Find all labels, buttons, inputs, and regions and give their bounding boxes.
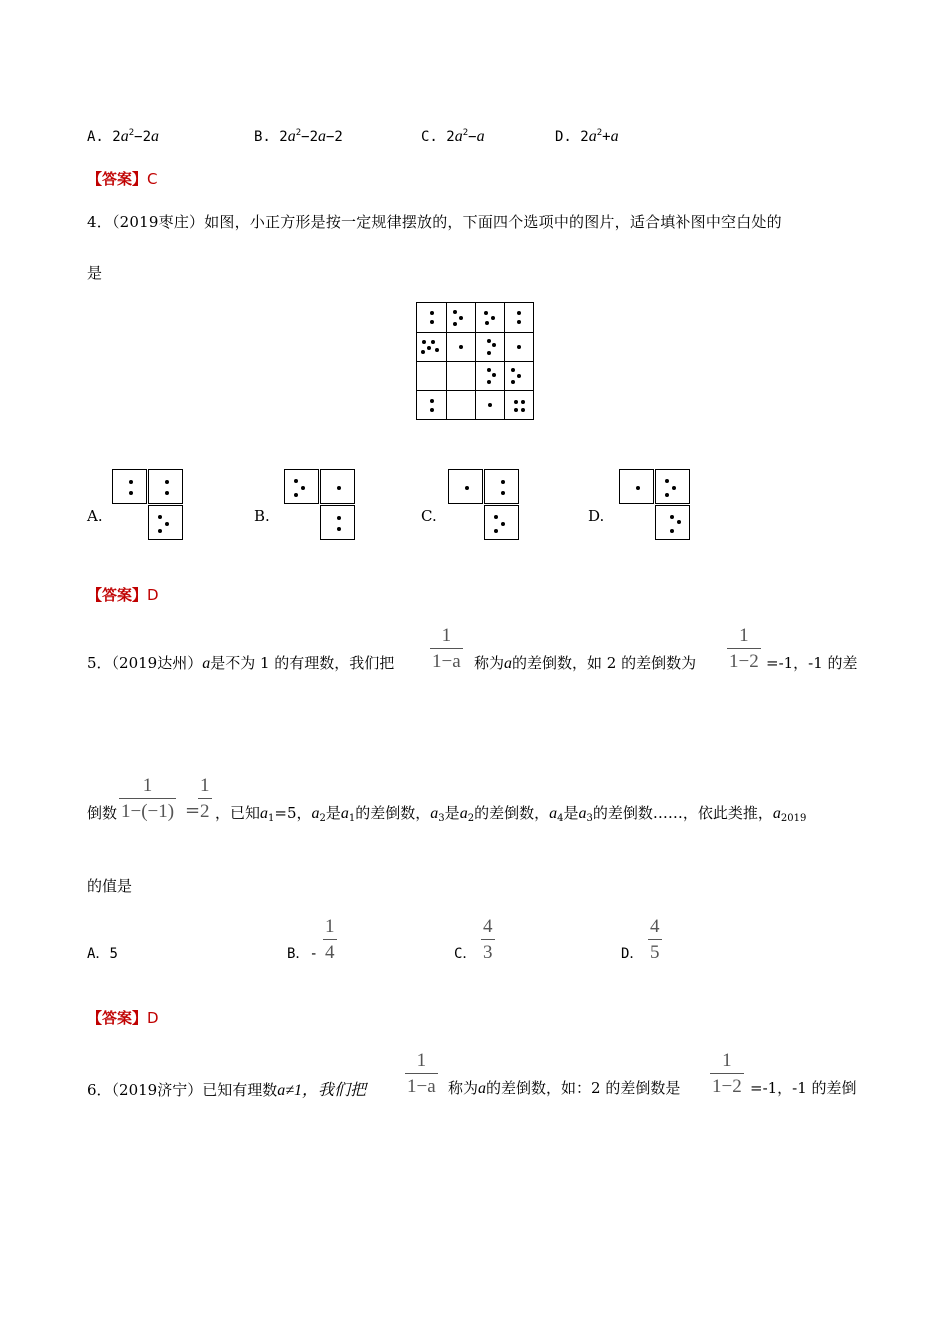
option-tile [448, 469, 483, 504]
dot [427, 346, 431, 350]
dot [431, 340, 435, 344]
option-tile [619, 469, 654, 504]
dot [492, 343, 496, 347]
dot [435, 348, 439, 352]
q5-fraction-1-over-2: 1 2 [200, 775, 210, 822]
grid-cell [417, 391, 447, 421]
option-tile [655, 469, 690, 504]
dot [501, 522, 505, 526]
grid-cell [505, 332, 535, 362]
q3-option-b: B. $2a^2-2a-2$ [254, 128, 343, 145]
grid-cell [505, 391, 535, 421]
dot [165, 522, 169, 526]
q4-stem-line2: 是 [87, 264, 103, 282]
option-tile [320, 469, 355, 504]
dot [453, 322, 457, 326]
q3-option-a: A. $2a^2-2a$ [87, 128, 159, 145]
q3-answer: 【答案】C [87, 170, 158, 188]
grid-cell [446, 391, 476, 421]
dot [521, 400, 525, 404]
dot [165, 491, 169, 495]
dot [514, 408, 518, 412]
q5-answer: 【答案】D [87, 1009, 159, 1027]
dot [459, 345, 463, 349]
dot [485, 321, 489, 325]
option-tile [655, 505, 690, 540]
dot [494, 529, 498, 533]
dot [165, 480, 169, 484]
q4-stem-line1: 4．（2019枣庄）如图，小正方形是按一定规律摆放的，下面四个选项中的图片，适合填补图中空白处的 [87, 213, 782, 231]
dot [517, 320, 521, 324]
q5-line3: 的值是 [87, 877, 133, 895]
q4-option-c-label: C. [421, 507, 437, 525]
dot [430, 408, 434, 412]
grid-cell [505, 303, 535, 333]
q5-stem-line1-c: =-1，-1 的差 [766, 654, 858, 672]
q5-option-c-fraction: 4 3 [483, 916, 493, 963]
q5-option-d-fraction: 4 5 [650, 916, 660, 963]
q5-stem-line1-b: 称为a的差倒数，如 2 的差倒数为 [474, 654, 697, 672]
dot [487, 368, 491, 372]
dot [294, 493, 298, 497]
dot [337, 516, 341, 520]
dot [670, 515, 674, 519]
dot [465, 486, 469, 490]
q6-stem-b: 称为a的差倒数，如：2 的差倒数是 [448, 1079, 681, 1097]
dot [670, 529, 674, 533]
grid-cell [475, 361, 505, 391]
q5-option-a: A．5 [87, 946, 118, 962]
dot [492, 373, 496, 377]
q6-fraction-1-over-1-minus-a: 1 1−a [407, 1050, 436, 1097]
dot [487, 339, 491, 343]
dot [453, 310, 457, 314]
dot [488, 403, 492, 407]
dot [487, 380, 491, 384]
grid-cell [475, 303, 505, 333]
option-tile [484, 469, 519, 504]
q5-option-d-letter: D． [621, 946, 644, 962]
q4-option-b-label: B. [254, 507, 270, 525]
q5-fraction-1-over-1-minus-neg1: 1 1−(−1) [121, 775, 175, 822]
grid-cell [475, 391, 505, 421]
dot [430, 399, 434, 403]
option-tile [148, 505, 183, 540]
option-tile [148, 469, 183, 504]
dot [129, 480, 133, 484]
dot [521, 408, 525, 412]
dot [129, 491, 133, 495]
dot [459, 316, 463, 320]
q6-stem-c: =-1，-1 的差倒 [750, 1079, 857, 1097]
q3-option-d: D. $2a^2+a$ [555, 128, 619, 145]
dot [491, 316, 495, 320]
dot [665, 493, 669, 497]
dot [511, 380, 515, 384]
q5-option-b-fraction: 1 4 [325, 916, 335, 963]
dot [517, 345, 521, 349]
dot [422, 340, 426, 344]
q5-option-b-letter: B．- [287, 946, 318, 962]
dot [514, 400, 518, 404]
q6-fraction-1-over-1-minus-2: 1 1−2 [712, 1050, 742, 1097]
grid-cell [446, 332, 476, 362]
dot [294, 479, 298, 483]
q5-fraction-1-over-1-minus-a: 1 1−a [432, 625, 461, 672]
q4-option-a-label: A. [87, 507, 103, 525]
dot [421, 350, 425, 354]
dot [430, 320, 434, 324]
dot [484, 311, 488, 315]
grid-cell [446, 361, 476, 391]
dot [511, 368, 515, 372]
dot [337, 527, 341, 531]
dot [337, 486, 341, 490]
dot [494, 515, 498, 519]
q5-line2-start: 倒数 [87, 804, 118, 822]
q4-answer: 【答案】D [87, 586, 159, 604]
dot [672, 486, 676, 490]
q5-line2-text: ，已知$a_1=5$，$a_2$是$a_1$的差倒数，$a_3$是$a_2$的差倒数，$a_4$是$a_3$的差倒数……，依此类推，$a_{2019}$ [215, 804, 807, 824]
option-tile [112, 469, 147, 504]
dot [487, 351, 491, 355]
dot [501, 480, 505, 484]
q5-equals: = [185, 800, 201, 821]
dot [636, 486, 640, 490]
q6-stem-a: 6．（2019济宁）已知有理数a≠1，我们把 [87, 1081, 367, 1099]
grid-cell [446, 303, 476, 333]
option-tile [484, 505, 519, 540]
grid-cell [417, 332, 447, 362]
q3-option-c: C. $2a^2-a$ [421, 128, 485, 145]
q5-option-c-letter: C． [454, 946, 477, 962]
q5-fraction-1-over-1-minus-2: 1 1−2 [729, 625, 759, 672]
q4-option-d-label: D. [588, 507, 605, 525]
option-tile [320, 505, 355, 540]
dot [501, 491, 505, 495]
dot [158, 529, 162, 533]
dot [517, 374, 521, 378]
dot [301, 486, 305, 490]
dot [517, 311, 521, 315]
q4-dot-grid [416, 302, 534, 420]
dot [158, 515, 162, 519]
grid-cell [505, 361, 535, 391]
dot [430, 311, 434, 315]
grid-cell [417, 361, 447, 391]
q5-stem-line1: 5．（2019达州）a是不为 1 的有理数，我们把 [87, 654, 395, 672]
option-tile [284, 469, 319, 504]
dot [665, 479, 669, 483]
grid-cell [417, 303, 447, 333]
grid-cell [475, 332, 505, 362]
dot [677, 520, 681, 524]
